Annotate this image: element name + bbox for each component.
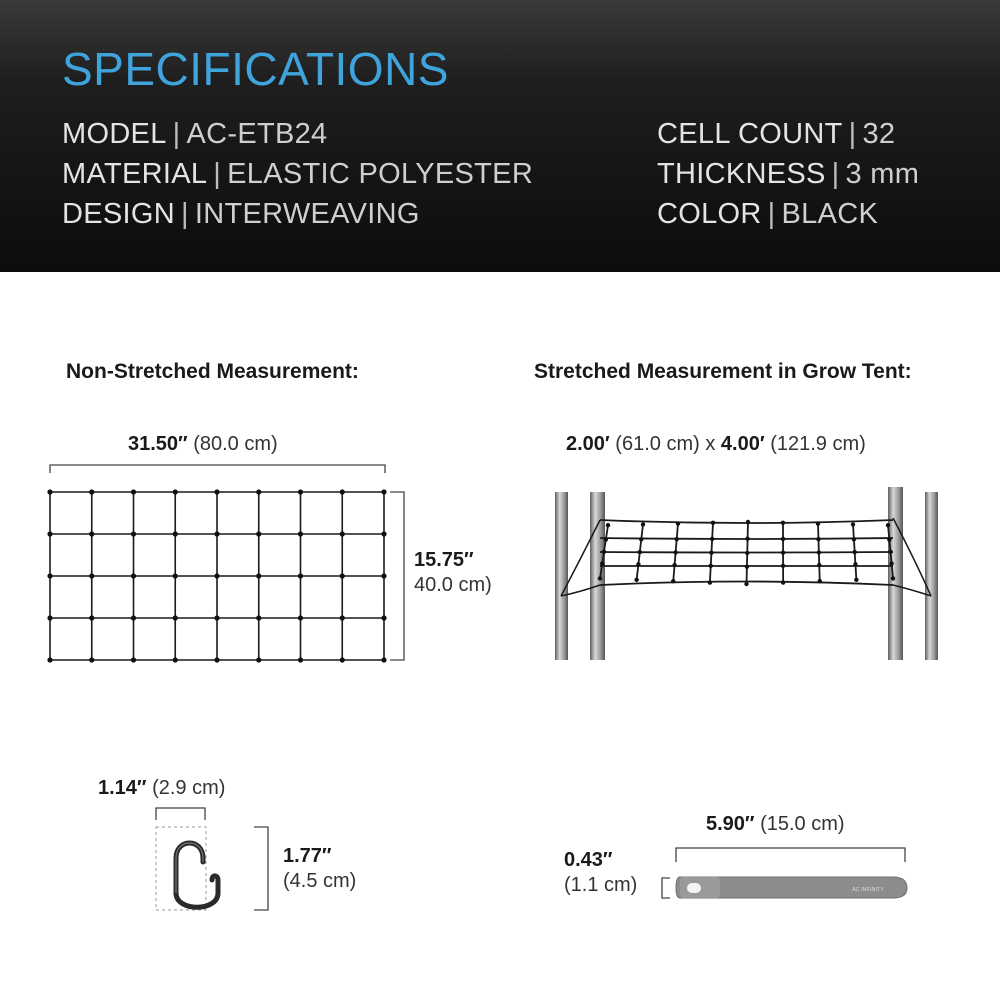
spec-key: MATERIAL: [62, 158, 208, 190]
net-knot: [256, 615, 261, 620]
tent-net-knot: [886, 523, 890, 527]
net-knot: [340, 531, 345, 536]
hook-width-in: 1.14″: [98, 777, 147, 799]
net-knot: [173, 489, 178, 494]
strap-width-cm: (1.1 cm): [564, 874, 638, 896]
tent-width-cm: (61.0 cm): [615, 433, 700, 455]
tent-net-knot: [638, 550, 642, 554]
net-knot: [298, 615, 303, 620]
tent-net-knot: [604, 537, 608, 541]
net-width-cm: (80.0 cm): [193, 433, 278, 455]
tent-net-knot: [675, 537, 679, 541]
tent-net-knot: [852, 537, 856, 541]
net-knot: [214, 573, 219, 578]
tent-net-knot: [671, 579, 675, 583]
tent-net-knot: [816, 537, 820, 541]
spec-key: COLOR: [657, 198, 762, 230]
tent-net-knot: [709, 564, 713, 568]
net-knot: [381, 573, 386, 578]
tent-net-knot: [746, 520, 750, 524]
tent-net-knot: [641, 522, 645, 526]
net-knot: [131, 489, 136, 494]
spec-value: 3 mm: [845, 158, 920, 190]
spec-value: INTERWEAVING: [194, 198, 420, 230]
spec-key: CELL COUNT: [657, 118, 843, 150]
net-knot: [131, 531, 136, 536]
tent-net-knot: [853, 562, 857, 566]
strap-width-bracket: [662, 878, 670, 898]
tent-net-knot: [636, 562, 640, 566]
net-height-in: 15.75″: [414, 549, 474, 571]
net-height-cm: 40.0 cm): [414, 574, 492, 596]
tent-net-knot: [854, 578, 858, 582]
tent-net-knot: [672, 563, 676, 567]
net-knot: [173, 657, 178, 662]
net-knot: [214, 489, 219, 494]
hook-height-in: 1.77″: [283, 845, 332, 867]
net-knot: [47, 489, 52, 494]
spec-key: MODEL: [62, 118, 167, 150]
net-knot: [340, 573, 345, 578]
spec-value: ELASTIC POLYESTER: [227, 158, 534, 190]
net-knot: [298, 531, 303, 536]
tent-net-knot: [676, 521, 680, 525]
spec-key: DESIGN: [62, 198, 175, 230]
non-stretched-title: Non-Stretched Measurement:: [66, 360, 359, 383]
net-knot: [89, 573, 94, 578]
hook-bounding-box: [156, 827, 206, 910]
net-knot: [131, 573, 136, 578]
stretched-title: Stretched Measurement in Grow Tent:: [534, 360, 912, 383]
tent-net-knot: [781, 537, 785, 541]
net-height-bracket: [390, 492, 404, 660]
hook-width-bracket: [156, 808, 205, 820]
net-knot: [298, 489, 303, 494]
tent-net-knot: [851, 522, 855, 526]
tent-net-knot: [781, 564, 785, 568]
tent-net-knot: [781, 551, 785, 555]
velcro-strap: [662, 848, 907, 898]
hook-bottom-curve: [176, 876, 218, 907]
tent-net-knot: [745, 564, 749, 568]
tent-net-knot: [888, 550, 892, 554]
strap-length-in: 5.90″: [706, 813, 755, 835]
net-knot: [47, 573, 52, 578]
hook-width-cm: (2.9 cm): [152, 777, 226, 799]
tent-net-knot: [598, 576, 602, 580]
strap-brand-logo: AC INFINITY: [851, 887, 885, 893]
tent-net-knot: [817, 563, 821, 567]
net-knot: [381, 531, 386, 536]
tent-width-ft: 2.00′: [566, 433, 610, 455]
s-hook: [156, 808, 268, 910]
tent-net-knot: [639, 537, 643, 541]
net-knot: [256, 531, 261, 536]
tent-length-cm: (121.9 cm): [770, 433, 866, 455]
net-width-in: 31.50″: [128, 433, 188, 455]
net-knot: [256, 489, 261, 494]
spec-separator: |: [831, 158, 840, 190]
spec-key: THICKNESS: [657, 158, 826, 190]
tent-net-knot: [745, 551, 749, 555]
hook-height-bracket: [254, 827, 268, 910]
net-knot: [381, 657, 386, 662]
tent-illustration: [555, 487, 938, 660]
tent-net-knot: [710, 537, 714, 541]
net-knot: [47, 531, 52, 536]
net-knot: [173, 573, 178, 578]
net-width-bracket: [50, 465, 385, 473]
tent-pole-front-left: [590, 492, 605, 660]
spec-separator: |: [213, 158, 222, 190]
strap-slot: [687, 883, 701, 893]
net-knot: [89, 531, 94, 536]
tent-net-knot: [816, 521, 820, 525]
spec-separator: |: [181, 198, 189, 230]
strap-width-in: 0.43″: [564, 849, 613, 871]
tent-net-knot: [889, 561, 893, 565]
page-title: SPECIFICATIONS: [62, 43, 449, 95]
tent-net-knot: [744, 582, 748, 586]
tent-net-knot: [634, 578, 638, 582]
net-knot: [381, 489, 386, 494]
net-knot: [47, 615, 52, 620]
tent-net-knot: [745, 537, 749, 541]
strap-length-cm: (15.0 cm): [760, 813, 845, 835]
tent-net-knot: [887, 537, 891, 541]
tent-net-knot: [781, 521, 785, 525]
net-knot: [298, 657, 303, 662]
tent-net-knot: [673, 550, 677, 554]
spec-separator: |: [767, 198, 776, 230]
trellis-net-grid: [47, 489, 386, 662]
spec-value: 32: [862, 118, 896, 150]
strap-length-bracket: [676, 848, 905, 862]
tent-net-knot: [606, 523, 610, 527]
hook-top-curve: [176, 843, 203, 893]
spec-value: BLACK: [781, 198, 879, 230]
net-knot: [89, 489, 94, 494]
tent-net-knot: [711, 521, 715, 525]
tent-pole-front-right: [888, 487, 903, 660]
tent-net-knot: [817, 550, 821, 554]
net-knot: [89, 657, 94, 662]
tent-length-ft: 4.00′: [720, 433, 765, 455]
tent-net-knot: [891, 576, 895, 580]
spec-separator: |: [848, 118, 857, 150]
net-knot: [131, 615, 136, 620]
tent-pole-back-left: [555, 492, 568, 660]
tent-net-knot: [708, 580, 712, 584]
net-knot: [214, 615, 219, 620]
tent-net-knot: [818, 579, 822, 583]
net-knot: [89, 615, 94, 620]
spec-separator: |: [172, 118, 181, 150]
tent-times: x: [705, 433, 716, 455]
stretched-net: [561, 518, 931, 596]
net-knot: [340, 657, 345, 662]
net-knot: [47, 657, 52, 662]
tent-net-knot: [709, 551, 713, 555]
hook-height-cm: (4.5 cm): [283, 870, 357, 892]
net-knot: [340, 615, 345, 620]
tent-net-knot: [600, 561, 604, 565]
net-knot: [381, 615, 386, 620]
net-knot: [173, 531, 178, 536]
tent-net-knot: [852, 550, 856, 554]
net-knot: [214, 531, 219, 536]
tent-net-knot: [781, 580, 785, 584]
net-knot: [256, 657, 261, 662]
tent-pole-back-right: [925, 492, 938, 660]
net-knot: [131, 657, 136, 662]
spec-value: AC-ETB24: [186, 118, 328, 150]
net-knot: [298, 573, 303, 578]
tent-net-knot: [602, 550, 606, 554]
net-knot: [173, 615, 178, 620]
net-knot: [340, 489, 345, 494]
net-knot: [256, 573, 261, 578]
net-knot: [214, 657, 219, 662]
